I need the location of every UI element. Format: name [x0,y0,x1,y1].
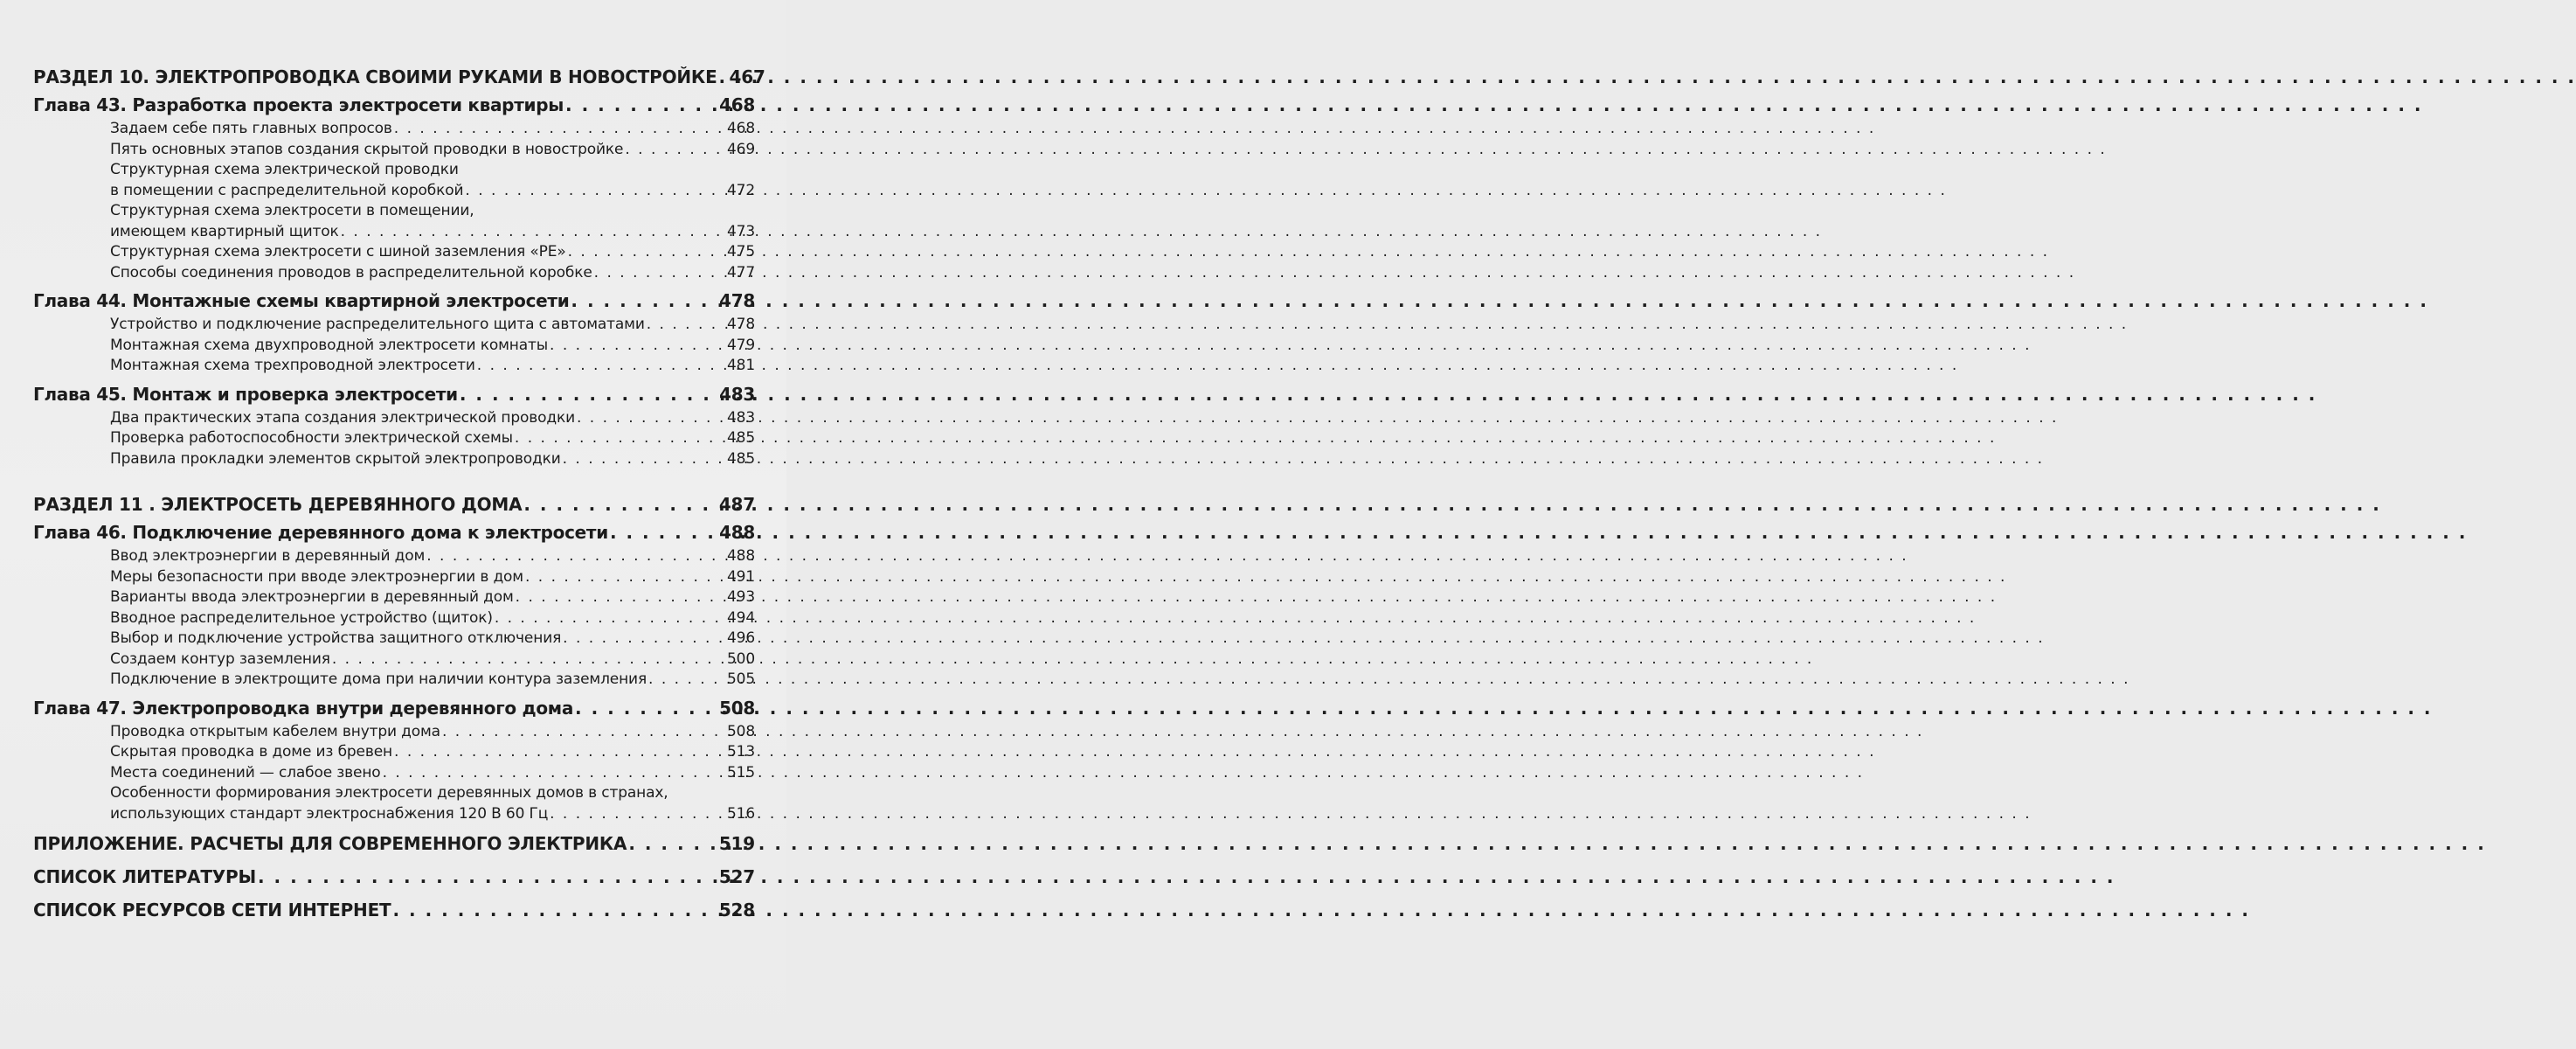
toc-page-number: 513 [727,743,755,761]
toc-chapter-title: Глава 44. Монтажные схемы квартирной электросети [33,290,570,311]
toc-page-number: 468 [719,94,755,115]
toc-item [33,783,755,824]
toc-part-11 [33,490,755,518]
toc-item [33,140,755,161]
dot-leader [495,608,725,629]
dot-leader [426,546,725,567]
toc-page-number: 528 [718,900,755,920]
dot-leader [394,742,725,763]
dot-leader [525,567,725,588]
toc-chapter-44 [33,287,755,315]
toc-page-number: 500 [727,650,755,668]
toc-item-title: Устройство и подключение распределительного щита с автоматами [110,316,645,333]
dot-leader [610,518,717,546]
toc-item-title: Создаем контур заземления [110,650,330,668]
toc-page-number: 515 [727,763,755,782]
dot-leader [523,490,717,518]
toc-item-title-line1: Структурная схема электрической проводки [110,161,459,178]
toc-page-number: 527 [718,866,755,887]
dot-leader [568,242,725,263]
toc-page-number: 485 [727,449,755,468]
dot-leader [577,408,725,429]
toc-item [33,567,755,588]
toc-item-title-line2: в помещении с распределительной коробкой [110,181,464,199]
toc-item-title: Проверка работоспособности электрической схемы [110,429,513,447]
toc-page-number: 496 [727,629,755,647]
toc-item [33,722,755,743]
toc-chapter-title: Глава 45. Монтаж и проверка электросети [33,383,458,405]
toc-item-title: Меры безопасности при вводе электроэнергии в дом [110,567,523,586]
dot-leader [628,830,717,858]
toc-chapter-43 [33,91,755,119]
toc-page-number: 472 [727,181,755,199]
toc-page-number: 473 [727,222,755,240]
toc-page-number: 508 [719,697,755,719]
toc-item [33,336,755,357]
toc-chapter-title: Глава 43. Разработка проекта электросети квартиры [33,94,564,115]
toc-item [33,428,755,449]
toc-item-title: Подключение в электрощите дома при наличии контура заземления [110,670,647,688]
toc-item [33,408,755,429]
toc-page-number: 488 [727,547,755,565]
toc-part-title: РАЗДЕЛ 11 . ЭЛЕКТРОСЕТЬ ДЕРЕВЯННОГО ДОМА [33,494,523,515]
toc-page-number: 493 [727,588,755,606]
toc-item-title: Варианты ввода электроэнергии в деревянный дом [110,588,514,606]
toc-page-number: 468 [727,120,755,137]
toc-chapter-title: Глава 46. Подключение деревянного дома к электросети [33,522,608,543]
dot-leader [442,722,725,743]
toc-item-title: Монтажная схема трехпроводной электросети [110,357,475,374]
toc-page-number: 483 [719,383,755,405]
toc-page-number: 485 [727,429,755,447]
table-of-contents [33,63,765,924]
toc-item-title: Два практических этапа создания электрической проводки [110,408,575,427]
toc-page-number: 477 [727,263,755,281]
toc-item [33,670,755,691]
dot-leader [550,336,725,357]
dot-leader [719,63,728,91]
toc-item-title: Вводное распределительное устройство (щиток) [110,608,493,627]
toc-item-title: Пять основных этапов создания скрытой проводки в новостройке [110,140,624,158]
toc-part-10 [33,63,765,91]
toc-item-title: Способы соединения проводов в распределительной коробке [110,263,592,281]
toc-item [33,356,755,377]
toc-page-number: 488 [719,522,755,543]
toc-part-title: РАЗДЕЛ 10. ЭЛЕКТРОПРОВОДКА СВОИМИ РУКАМИ В НОВОСТРОЙКЕ [33,66,717,87]
toc-item-title-line2: имеющем квартирный щиток [110,222,339,240]
book-page [0,0,786,1049]
toc-page-number: 478 [719,290,755,311]
dot-leader [565,91,717,119]
toc-chapter-47 [33,694,755,722]
dot-leader [515,428,725,449]
dot-leader [258,863,717,891]
dot-leader [550,804,725,825]
dot-leader [563,629,725,650]
toc-page-number: 475 [727,243,755,261]
toc-item-title-line2: использующих стандарт электроснабжения 120 В 60 Гц [110,804,549,823]
toc-page-number: 481 [727,357,755,374]
toc-item [33,242,755,263]
dot-leader [594,263,725,284]
toc-item-title: Места соединений — слабое звено [110,763,381,782]
toc-item [33,263,755,284]
toc-item-title-line1: Особенности формирования электросети деревянных домов в странах, [110,784,668,802]
toc-page-number: 479 [727,336,755,354]
dot-leader [383,763,725,784]
dot-leader [392,896,717,924]
toc-part-title: ПРИЛОЖЕНИЕ. РАСЧЕТЫ ДЛЯ СОВРЕМЕННОГО ЭЛЕКТРИКА [33,833,627,854]
toc-page-number: 469 [727,140,755,158]
toc-chapter-46 [33,518,755,546]
toc-page-number: 483 [727,408,755,427]
toc-page-number: 516 [727,804,755,823]
toc-item [33,119,755,140]
toc-item [33,546,755,567]
toc-item-title: Проводка открытым кабелем внутри дома [110,722,440,740]
dot-leader [563,449,725,470]
toc-item [33,587,755,608]
toc-item [33,201,755,242]
dot-leader [477,356,725,377]
dot-leader [465,181,725,202]
toc-item [33,763,755,784]
dot-leader [575,694,717,722]
toc-page-number: 467 [729,66,765,87]
toc-item-title: Монтажная схема двухпроводной электросети комнаты [110,336,549,354]
toc-item-title: Структурная схема электросети с шиной заземления «PE» [110,243,566,261]
toc-item [33,449,755,470]
toc-item-title-line1: Структурная схема электросети в помещении, [110,202,474,219]
toc-item-title: Правила прокладки элементов скрытой электропроводки [110,449,561,468]
dot-leader [516,587,725,608]
dot-leader [460,380,717,408]
toc-item [33,315,755,336]
toc-literature [33,863,755,891]
toc-part-title: СПИСОК РЕСУРСОВ СЕТИ ИНТЕРНЕТ [33,900,391,920]
toc-chapter-title: Глава 47. Электропроводка внутри деревянного дома [33,697,574,719]
dot-leader [341,222,725,243]
toc-item [33,629,755,650]
dot-leader [625,140,725,161]
toc-item-title: Выбор и подключение устройства защитного отключения [110,629,562,647]
toc-part-title: СПИСОК ЛИТЕРАТУРЫ [33,866,256,887]
toc-page-number: 519 [718,833,755,854]
dot-leader [332,650,725,670]
toc-item [33,160,755,201]
toc-chapter-45 [33,380,755,408]
toc-page-number: 508 [727,722,755,740]
dot-leader [647,315,725,336]
toc-appendix [33,830,755,858]
toc-page-number: 478 [727,316,755,333]
dot-leader [394,119,725,140]
toc-internet-resources [33,896,755,924]
toc-item-title: Ввод электроэнергии в деревянный дом [110,547,426,565]
toc-item [33,608,755,629]
toc-page-number: 505 [727,670,755,688]
toc-page-number: 494 [727,608,755,627]
toc-item [33,742,755,763]
toc-item [33,650,755,670]
toc-page-number: 487 [718,494,755,515]
dot-leader [648,670,725,691]
toc-page-number: 491 [727,567,755,586]
dot-leader [571,287,717,315]
toc-item-title: Скрытая проводка в доме из бревен [110,743,393,761]
toc-item-title: Задаем себе пять главных вопросов [110,120,392,137]
